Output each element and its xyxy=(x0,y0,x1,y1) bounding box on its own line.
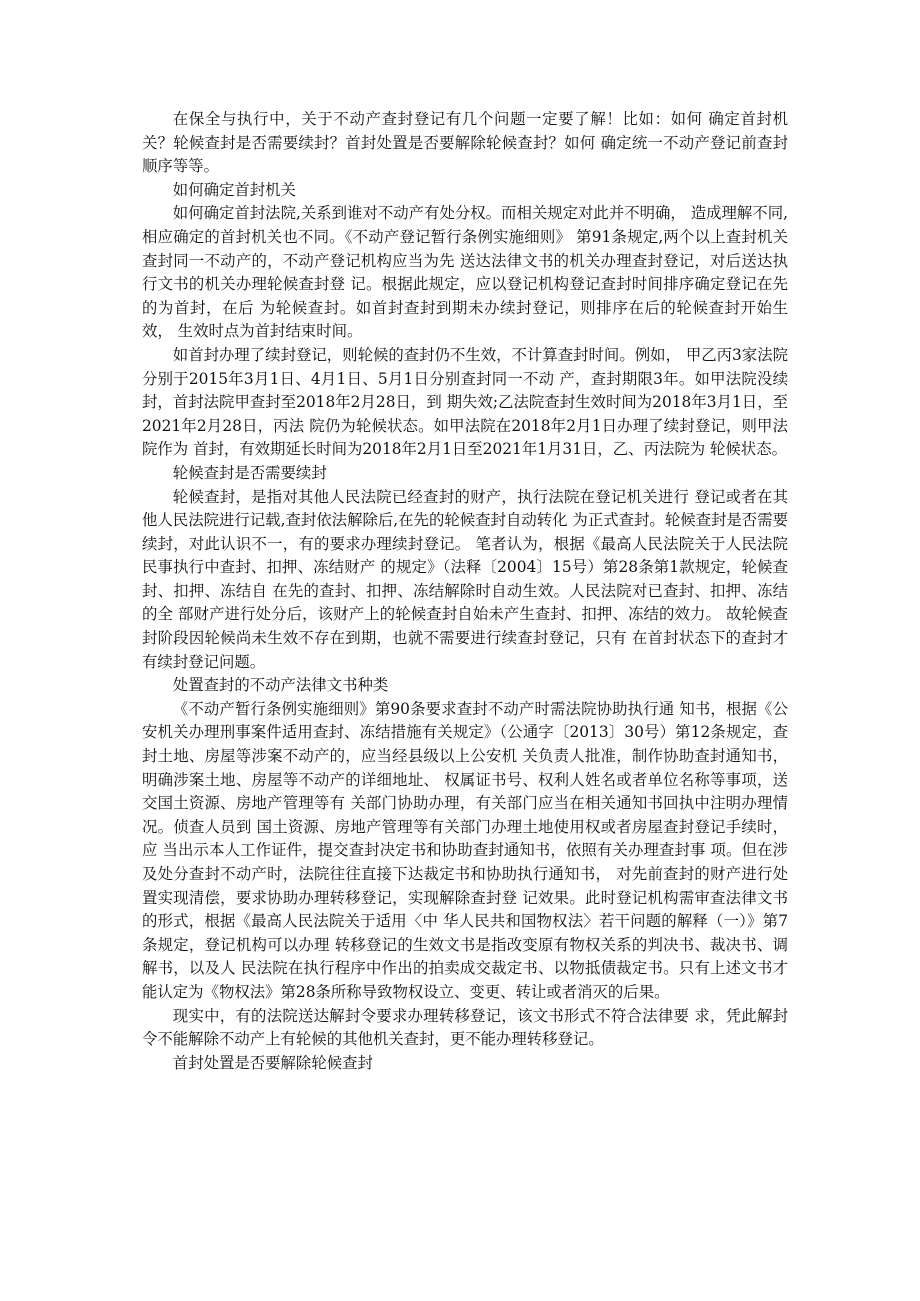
paragraph-reality-note: 现实中，有的法院送达解封令要求办理转移登记，该文书形式不符合法律要 求，凭此解封令不能解除不动产上有轮候的其他机关查封，更不能办理转移登记。 xyxy=(142,1006,788,1049)
paragraph-renewal-example: 如首封办理了续封登记，则轮候的查封仍不生效，不计算查封时间。例如， 甲乙丙3家法院分别于2015年3月1日、4月1日、5月1日分别查封同一不动 产，查封期限3年。如甲法院没续封，首封法院甲查封至2018年2月28日，到 期失效;乙法院查封生效时间为2018年3月1日，至2021年2月28日，丙法 院仍为轮候状态。如甲法院在2018年2月1日办理了续封登记，则甲法院作为 首封，有效期延长时间为2018年2月1日至2021年1月31日，乙、丙法院为 轮候状态。 xyxy=(142,345,788,459)
document-body xyxy=(142,108,788,1075)
section-heading-waiting-seizure-renewal: 轮候查封是否需要续封 xyxy=(172,463,327,482)
paragraph-legal-documents: 《不动产暂行条例实施细则》第90条要求查封不动产时需法院协助执行通 知书，根据《公安机关办理刑事案件适用查封、冻结措施有关规定》（公通字〔2013〕30号）第12条规定，查封土地、房屋等涉案不动产的，应当经县级以上公安机 关负责人批准，制作协助查封通知书，明确涉案土地、房屋等不动产的详细地址、 权属证书号、权利人姓名或者单位名称等事项，送交国土资源、房地产管理等有 关部门协助办理，有关部门应当在相关通知书回执中注明办理情况。侦查人员到 国土资源、房地产管理等有关部门办理土地使用权或者房屋查封登记手续时，应 当出示本人工作证件，提交查封决定书和协助查封通知书，依照有关办理查封事 项。但在涉及处分查封不动产时，法院往往直接下达裁定书和协助执行通知书， 对先前查封的财产进行处置实现清偿，要求协助办理转移登记，实现解除查封登 记效果。此时登记机构需审查法律文书的形式，根据《最高人民法院关于适用〈中 华人民共和国物权法〉若干问题的解释（一）》第7条规定，登记机构可以办理 转移登记的生效文书是指改变原有物权关系的判决书、裁决书、调解书，以及人 民法院在执行程序中作出的拍卖成交裁定书、以物抵债裁定书。只有上述文书才 能认定为《物权法》第28条所称导致物权设立、变更、转让或者消灭的后果。 xyxy=(142,699,788,1001)
paragraph-first-seizure-rules: 如何确定首封法院,关系到谁对不动产有处分权。而相关规定对此并不明确， 造成理解不同,相应确定的首封机关也不同。《不动产登记暂行条例实施细则》 第91条规定,两个以上查封机关查封同一不动产的，不动产登记机构应当为先 送达法律文书的机关办理查封登记，对后送达执行文书的机关办理轮候查封登 记。根据此规定，应以登记机构登记查封时间排序确定登记在先的为首封，在后 为轮候查封。如首封查封到期未办续封登记，则排序在后的轮候查封开始生效， 生效时点为首封结束时间。 xyxy=(142,204,788,341)
section-heading-first-seizure-disposal: 首封处置是否要解除轮候查封 xyxy=(172,1053,373,1072)
paragraph-intro: 在保全与执行中，关于不动产查封登记有几个问题一定要了解！比如：如何 确定首封机关？轮候查封是否需要续封？首封处置是否要解除轮候查封？如何 确定统一不动产登记前查封顺序等等。 xyxy=(142,110,788,176)
section-heading-first-seizure-authority: 如何确定首封机关 xyxy=(172,180,296,199)
section-heading-legal-document-types: 处置查封的不动产法律文书种类 xyxy=(172,676,389,695)
paragraph-waiting-seizure: 轮候查封，是指对其他人民法院已经查封的财产，执行法院在登记机关进行 登记或者在其他人民法院进行记载,查封依法解除后,在先的轮候查封自动转化 为正式查封。轮候查封是否需要续封，对此认识不一，有的要求办理续封登记。 笔者认为，根据《最高人民法院关于人民法院民事执行中查封、扣押、冻结财产 的规定》（法释〔2004〕15号）第28条第1款规定，轮候查封、扣押、冻结自 在先的查封、扣押、冻结解除时自动生效。人民法院对已查封、扣押、冻结的全 部财产进行处分后，该财产上的轮候查封自始未产生查封、扣押、冻结的效力。 故轮候查封阶段因轮候尚未生效不存在到期，也就不需要进行续查封登记，只有 在首封状态下的查封才有续封登记问题。 xyxy=(142,487,788,671)
